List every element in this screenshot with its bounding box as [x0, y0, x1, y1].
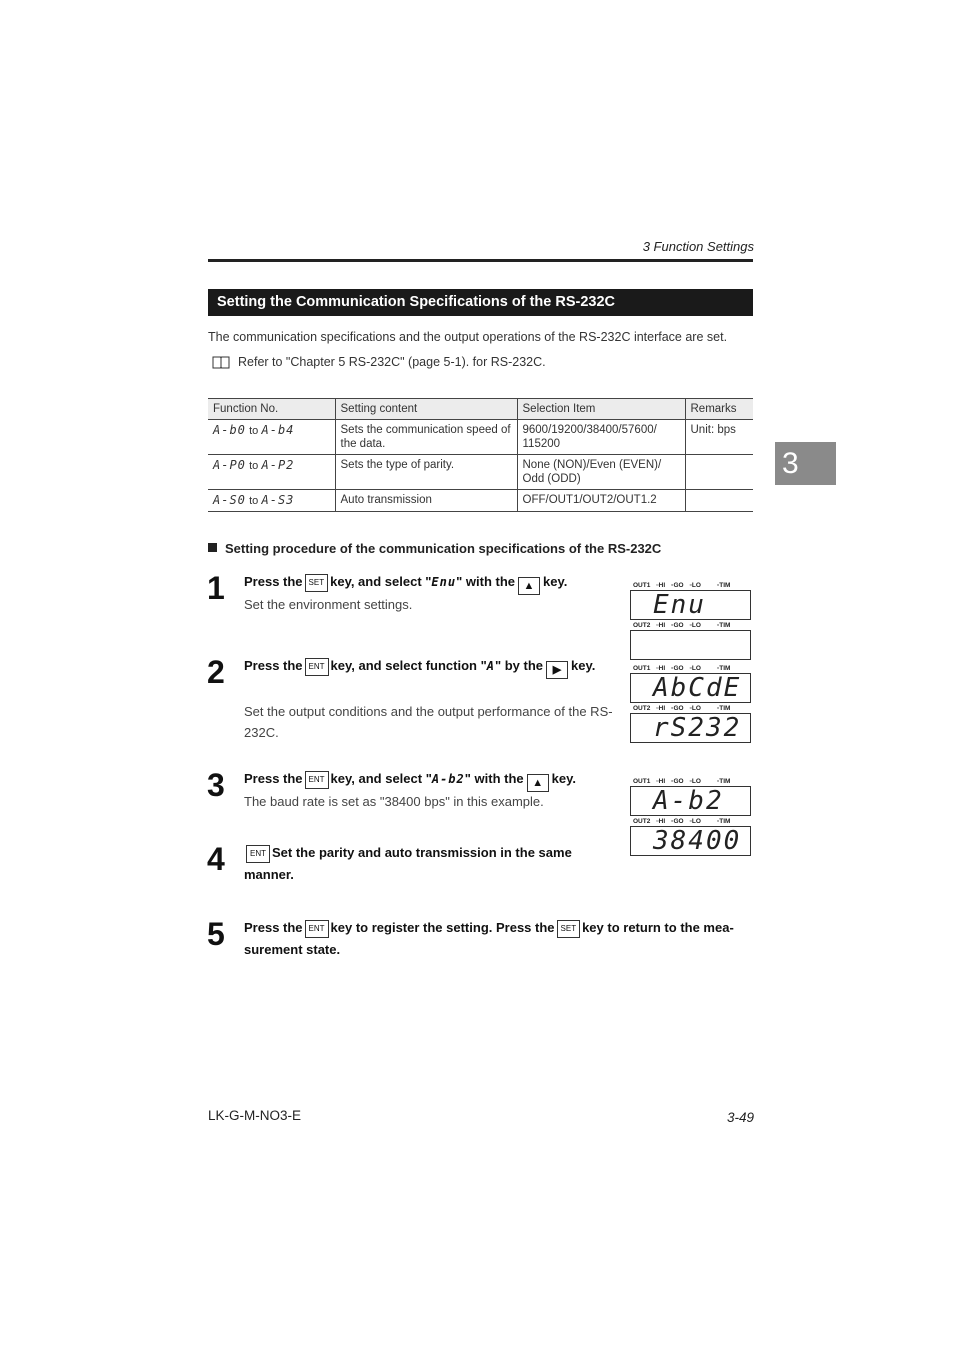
table-header-row [208, 399, 753, 420]
out1-indicator-bar: OUT1 ▫HI ▫GO ▫LO ▫TIM [633, 777, 731, 785]
col-header: Remarks [685, 399, 753, 420]
step-number: 4 [207, 841, 225, 877]
function-no-cell: A-P0 to A-P2 [208, 455, 335, 490]
remarks-cell: Unit: bps [685, 420, 753, 455]
content-cell: Auto transmission [335, 490, 517, 512]
chapter-header: 3 Function Settings [642, 239, 754, 254]
col-header: Selection Item [517, 399, 685, 420]
square-bullet-icon [208, 543, 217, 552]
spec-table [208, 398, 753, 512]
set-key-icon: SET [305, 574, 329, 592]
table-row [208, 420, 753, 455]
reference-text: Refer to "Chapter 5 RS-232C" (page 5-1). for RS-232C. [238, 355, 546, 369]
top-display: A-b2 [630, 786, 751, 816]
bottom-display: 38400 [630, 826, 751, 856]
display-panel [630, 663, 751, 743]
step-title: Press the ENT key, and select function "A" by the ▶ key. [244, 655, 616, 679]
function-no-cell: A-b0 to A-b4 [208, 420, 335, 455]
step-title: Press the ENT key to register the setting. Press the SET key to return to the mea-surement state. [244, 920, 734, 957]
step-title: Press the ENT key, and select "A-b2" with the ▲ key. [244, 768, 576, 792]
remarks-cell [685, 455, 753, 490]
header-rule [208, 259, 753, 262]
bottom-display [630, 630, 751, 660]
out1-indicator-bar: OUT1 ▫HI ▫GO ▫LO ▫TIM [633, 664, 731, 672]
out1-indicator-bar: OUT1 ▫HI ▫GO ▫LO ▫TIM [633, 581, 731, 589]
step-description: Set the environment settings. [244, 597, 413, 612]
ent-key-icon: ENT [305, 920, 329, 938]
table-row [208, 455, 753, 490]
col-header: Setting content [335, 399, 517, 420]
step-title: ENT Set the parity and auto transmission in the same manner. [244, 845, 572, 882]
step-number: 2 [207, 654, 225, 690]
book-icon [212, 355, 230, 369]
up-arrow-key-icon: ▲ [527, 774, 549, 792]
up-arrow-key-icon: ▲ [518, 577, 540, 595]
step-number: 5 [207, 916, 225, 952]
step-description: Set the output conditions and the output performance of the RS-232C. [244, 704, 613, 740]
right-arrow-key-icon: ▶ [546, 661, 568, 679]
section-title: Setting the Communication Specifications of the RS-232C [208, 289, 753, 316]
selection-cell: None (NON)/Even (EVEN)/ Odd (ODD) [517, 455, 685, 490]
step-description: The baud rate is set as "38400 bps" in this example. [244, 794, 544, 809]
document-id: LK-G-M-NO3-E [208, 1108, 302, 1123]
col-header: Function No. [208, 399, 335, 420]
ent-key-icon: ENT [305, 658, 329, 676]
top-display: Enu [630, 590, 751, 620]
chapter-tab: 3 [775, 442, 836, 485]
out2-indicator-bar: OUT2 ▫HI ▫GO ▫LO ▫TIM [633, 704, 731, 712]
content-cell: Sets the communication speed of the data. [335, 420, 517, 455]
reference-note [212, 355, 546, 369]
bottom-display: rS232 [630, 713, 751, 743]
page-number: 3-49 [726, 1110, 754, 1125]
display-panel [630, 580, 751, 660]
set-key-icon: SET [557, 920, 581, 938]
top-display: AbCdE [630, 673, 751, 703]
step-title: Press the SET key, and select "Enu" with the ▲ key. [244, 571, 567, 595]
selection-cell: OFF/OUT1/OUT2/OUT1.2 [517, 490, 685, 512]
out2-indicator-bar: OUT2 ▫HI ▫GO ▫LO ▫TIM [633, 817, 731, 825]
procedure-heading: Setting procedure of the communication specifications of the RS-232C [208, 541, 661, 556]
display-panel [630, 776, 751, 856]
function-no-cell: A-S0 to A-S3 [208, 490, 335, 512]
ent-key-icon: ENT [246, 845, 270, 863]
content-cell: Sets the type of parity. [335, 455, 517, 490]
step-number: 3 [207, 767, 225, 803]
out2-indicator-bar: OUT2 ▫HI ▫GO ▫LO ▫TIM [633, 621, 731, 629]
selection-cell: 9600/19200/38400/57600/ 115200 [517, 420, 685, 455]
remarks-cell [685, 490, 753, 512]
table-row [208, 490, 753, 512]
ent-key-icon: ENT [305, 771, 329, 789]
step-number: 1 [207, 570, 225, 606]
intro-text: The communication specifications and the output operations of the RS-232C interface are set. [208, 330, 728, 344]
